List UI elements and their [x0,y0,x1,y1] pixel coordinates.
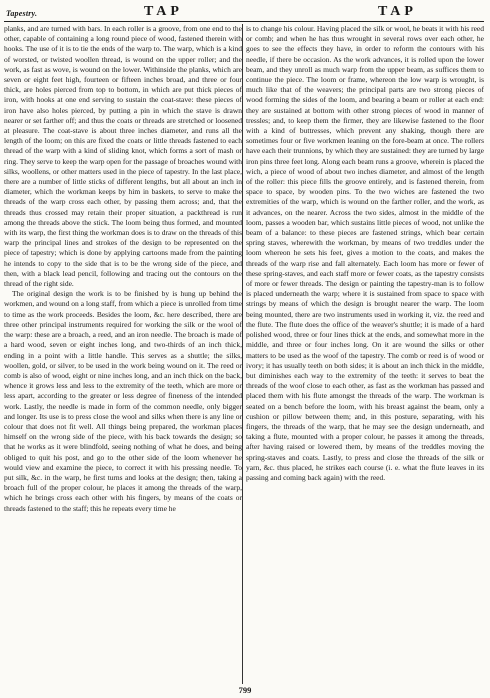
right-column-title: TAP [378,4,417,19]
page-header [6,4,482,22]
left-paragraph-2: The original design the work is to be finished by is hung up behind the workmen, and wound on a long staff, from which a piece is unrolled from time to time as the work proceeds. Besides the loom, &c. here described, there are three other principal instruments required for working the silk or the wool of the warp: these are a broach, a reed, and an iron needle. The broach is made of a hard wood, seven or eight inches long, and two-thirds of an inch thick, ending in a point with a little handle. This serves as a shuttle; the silks, woollen, gold, or silver, to be used in the work being wound on it. The reed or comb is also of wood, eight or nine inches long, and an inch thick on the back, whence it grows less and less to the extremity of the teeth, which are more or less apart, according to the greater or less degree of fineness of the intended work. Lastly, the needle is made in form of the common needle, only bigger and longer. Its use is to press close the wool and silks when there is any line or colour that does not fit well. All things being prepared, the workman places himself on the wrong side of the piece, with his back towards the design; so that he works as it were blindfold, seeing nothing of what he does, and being obliged to quit his post, and go to the other side of the loom whenever he would view and examine the piece, to correct it with his pressing needle. To put silk, &c. in the warp, he first turns and looks at the design; then, taking a broach full of the proper colour, he places it among the threads of the warp, which he brings cross each other with his fingers, by means of the coats or threads fastened to the staff; this he repeats every time he [4,289,242,513]
left-column-title: TAP [144,4,183,19]
page-number: 799 [238,685,252,695]
right-paragraph-1: is to change his colour. Having placed the silk or wool, he beats it with his reed or comb; and when he has thus wrought in several rows over each other, he goes to see the effects they have, in order to reform the contours with his needle, if there be occasion. As the work advances, it is rolled upon the lower beam, and they unroll as much warp from the upper beam, as suffices them to continue the piece. The loom or frame, whereon the low warp is wrought, is much like that of the weavers; the principal parts are two strong pieces of wood forming the sides of the loom, and bearing a beam or roller at each end: they are sustained at bottom with other strong pieces of wood in manner of tressles; and, to keep them the firmer, they are likewise fastened to the floor with a kind of buttresses, which prevent any shaking, though there are sometimes four or five workmen leaning on the fore-beam at once. The rollers have each their trunnions, by which they are sustained: they are turned by large iron pins three feet long. Along each beam runs a groove, wherein is placed the wich, a piece of wood of about two inches diameter, and almost of the length of the roller: this piece fills the groove entirely, and is fastened therein, from space to space, by wooden pins. To the two wiches are fastened the two extremities of the warp, which is wound on the farther roller, and the work, as it advances, on the nearer. Across the two sides, almost in the middle of the loom, passes a wooden bar, which sustains little pieces of wood, not unlike the beam of a balance: to these pieces are fastened strings, which bear certain spring staves, wherewith the workman, by means of two treddles under the loom whereon he sets his feet, gives a motion to the coats, and makes the threads of the warp rise and fall alternately. Each loom has more or fewer of these spring-staves, and each staff more or fewer coats, as the tapestry consists of more or fewer threads. The design or painting the tapestry-man is to follow is placed underneath the warp; where it is sustained from space to space with strings by means of which the design is brought nearer the warp. The loom being mounted, there are two instruments used in working it, viz. the reed and the flute. The flute does the office of the weaver's shuttle; it is made of a hard polished wood, three or four lines thick at the ends, and somewhat more in the middle, and three or four inches long. On it are wound the silks or other matters to be used as the woof of the tapestry. The comb or reed is of wood or ivory; it has usually teeth on both sides; it is about an inch thick in the middle, but diminishes each way to the extremity of the teeth: it serves to beat the threads of the woof close to each other, as fast as the workman has passed and placed them with his flute amongst the threads of the warp. The workman is seated on a bench before the loom, with his breast against the beam, only a cushion or pillow between them; and, in this posture, separating, with his fingers, the threads of the warp, that he may see the design underneath, and taking a flute, mounted with a proper colour, he passes it among the threads, after having raised or lowered them, by means of the treddles moving the spring-staves and coats. Lastly, to press and close the threads of the silk or yarn, &c. thus placed, he strikes each course (i. e. what the flute leaves in its passing and coming back again) with the reed. [246,24,484,482]
left-column [4,24,242,514]
running-head: Tapestry. [6,9,38,18]
left-paragraph-1: planks, and are turned with bars. In each roller is a groove, from one end to the other, capable of containing a long round piece of wood, fastened therein with hooks. The use of it is to tie the ends of the warp to. The warp, which is a kind of worsted, or twisted woollen thread, is wound on the upper roller; and the work, as fast as wove, is wound on the lower. Withinside the planks, which are seven or eight feet high, fourteen or fifteen inches broad, and three or four thick, are holes pierced from top to bottom, in which are put thick pieces of iron, with hooks at one end serving to sustain the coat-stave: these pieces of iron have also holes pierced, by putting a pin in which the stave is drawn nearer or set farther off; and thus the coats or threads are stretched or loosened at pleasure. The coat-stave is about three inches diameter, and runs all the length of the loom; on this are fixed the coats or little threads fastened to each thread of the warp with a kind of sliding knot, which forms a sort of mash or ring. They serve to keep the warp open for the passage of broaches wound with silks, woollens, or other matters used in the piece of tapestry. In the last place, there are a number of little sticks of different lengths, but all about an inch in diameter, which the workman keeps by him in baskets, to serve to make the threads of the warp cross each other, by passing them across; and, that the threads thus crossed may retain their proper situation, a packthread is run among the threads above the stick. The loom being thus formed, and mounted with its warp, the first thing the workman does is to draw on the threads of this warp the principal lines and strokes of the design to be represented on the piece of tapestry; which is done by applying cartoons made from the painting he intends to copy to the side that is to be the wrong side of the piece, and then, with a black lead pencil, following and tracing out the contours on the thread of the right side. [4,24,242,289]
right-column [246,24,484,483]
header-rule [4,21,484,22]
column-divider [242,24,243,684]
